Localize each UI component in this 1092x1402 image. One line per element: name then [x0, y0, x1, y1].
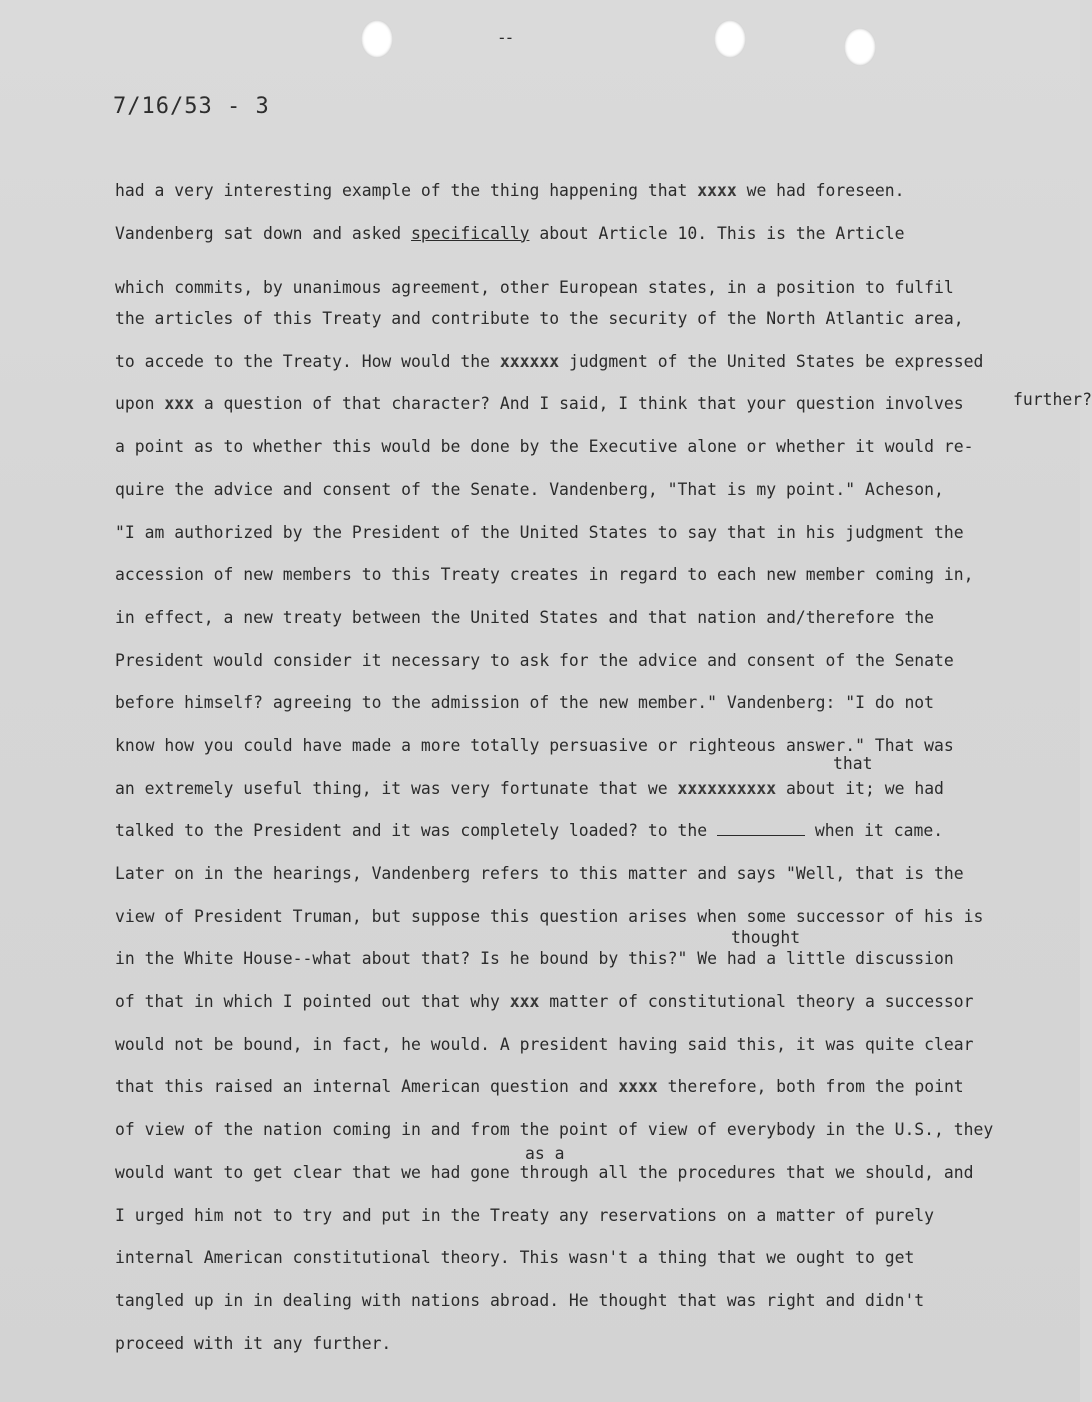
struck-text: xxxxxxxxxx: [677, 778, 777, 798]
text-line-13: before himself? agreeing to the admission of the new member." Vandenberg: "I do not: [115, 693, 935, 713]
text-line-15: an extremely useful thing, it was very fortunate that we xxxxxxxxxx about it; we had: [115, 778, 944, 798]
text-line-22: that this raised an internal American question and xxxx therefore, both from the point: [115, 1077, 964, 1097]
struck-text: xxxx: [618, 1077, 658, 1097]
text-line-21: would not be bound, in fact, he would. A president having said this, it was quite clear: [115, 1034, 974, 1054]
struck-text: xxx: [164, 394, 194, 414]
text-line-20: of that in which I pointed out that why xxx matter of constitutional theory a successor: [115, 992, 974, 1012]
text-line-28: proceed with it any further.: [115, 1333, 392, 1353]
interlineation-that: that: [833, 754, 873, 773]
struck-text: xxxxxx: [499, 351, 560, 371]
text-line-23: of view of the nation coming in and from the point of view of everybody in the U.S., they: [115, 1120, 994, 1140]
text-line-6: upon xxx a question of that character? And I said, I think that your question involves: [115, 394, 964, 414]
text-line-11: in effect, a new treaty between the United States and that nation and/therefore the: [115, 607, 935, 627]
blank-space: [717, 821, 805, 836]
text-line-17: Later on in the hearings, Vandenberg refers to this matter and says "Well, that is the: [115, 864, 964, 883]
text-line-26: internal American constitutional theory. This wasn't a thing that we ought to get: [115, 1248, 915, 1268]
text-line-14: know how you could have made a more totally persuasive or righteous answer." That was: [115, 735, 954, 755]
text-line-27: tangled up in in dealing with nations abroad. He thought that was right and didn't: [115, 1290, 925, 1310]
text-line-10: accession of new members to this Treaty creates in regard to each new member coming in,: [115, 565, 974, 585]
text-line-18: view of President Truman, but suppose this question arises when some successor of his is: [115, 906, 984, 926]
text-line-24: would want to get clear that we had gone through all the procedures that we should, and: [115, 1162, 974, 1182]
text-line-2: Vandenberg sat down and asked specifically about Article 10. This is the Article: [115, 223, 905, 243]
text-line-3: which commits, by unanimous agreement, other European states, in a position to fulfil: [115, 278, 954, 298]
punch-hole-1: [361, 20, 393, 58]
underlined-text: specifically: [411, 223, 530, 243]
top-margin-mark: --: [497, 28, 513, 47]
page-reference: 7/16/53 - 3: [113, 94, 270, 119]
text-line-5: to accede to the Treaty. How would the xxxxxx judgment of the United States be expressed: [115, 351, 984, 371]
memo-body: [115, 170, 1092, 1365]
text-line-9: "I am authorized by the President of the United States to say that in his judgment the: [115, 522, 964, 542]
text-line-12: President would consider it necessary to ask for the advice and consent of the Senate: [115, 650, 954, 670]
text-line-7: a point as to whether this would be done by the Executive alone or whether it would re-: [115, 437, 974, 457]
text-line-16: talked to the President and it was completely loaded? to the when it came.: [115, 821, 944, 841]
text-line-25: I urged him not to try and put in the Treaty any reservations on a matter of purely: [115, 1205, 935, 1225]
struck-text: xxxx: [697, 181, 737, 200]
text-line-8: quire the advice and consent of the Senate. Vandenberg, "That is my point." Acheson,: [115, 479, 944, 499]
punch-hole-2: [714, 20, 746, 58]
struck-text: xxx: [509, 992, 540, 1012]
text-line-4: the articles of this Treaty and contribute to the security of the North Atlantic area,: [115, 309, 964, 329]
interlineation-further: further?: [1013, 390, 1092, 409]
interlineation-thought: thought: [731, 928, 801, 947]
interlineation-as-a: as a: [525, 1144, 565, 1163]
text-line-19: in the White House--what about that? Is he bound by this?" We had a little discussion: [115, 949, 954, 969]
punch-hole-3: [844, 28, 876, 66]
text-line-1: had a very interesting example of the thing happening that xxxx we had foreseen.: [115, 181, 905, 200]
